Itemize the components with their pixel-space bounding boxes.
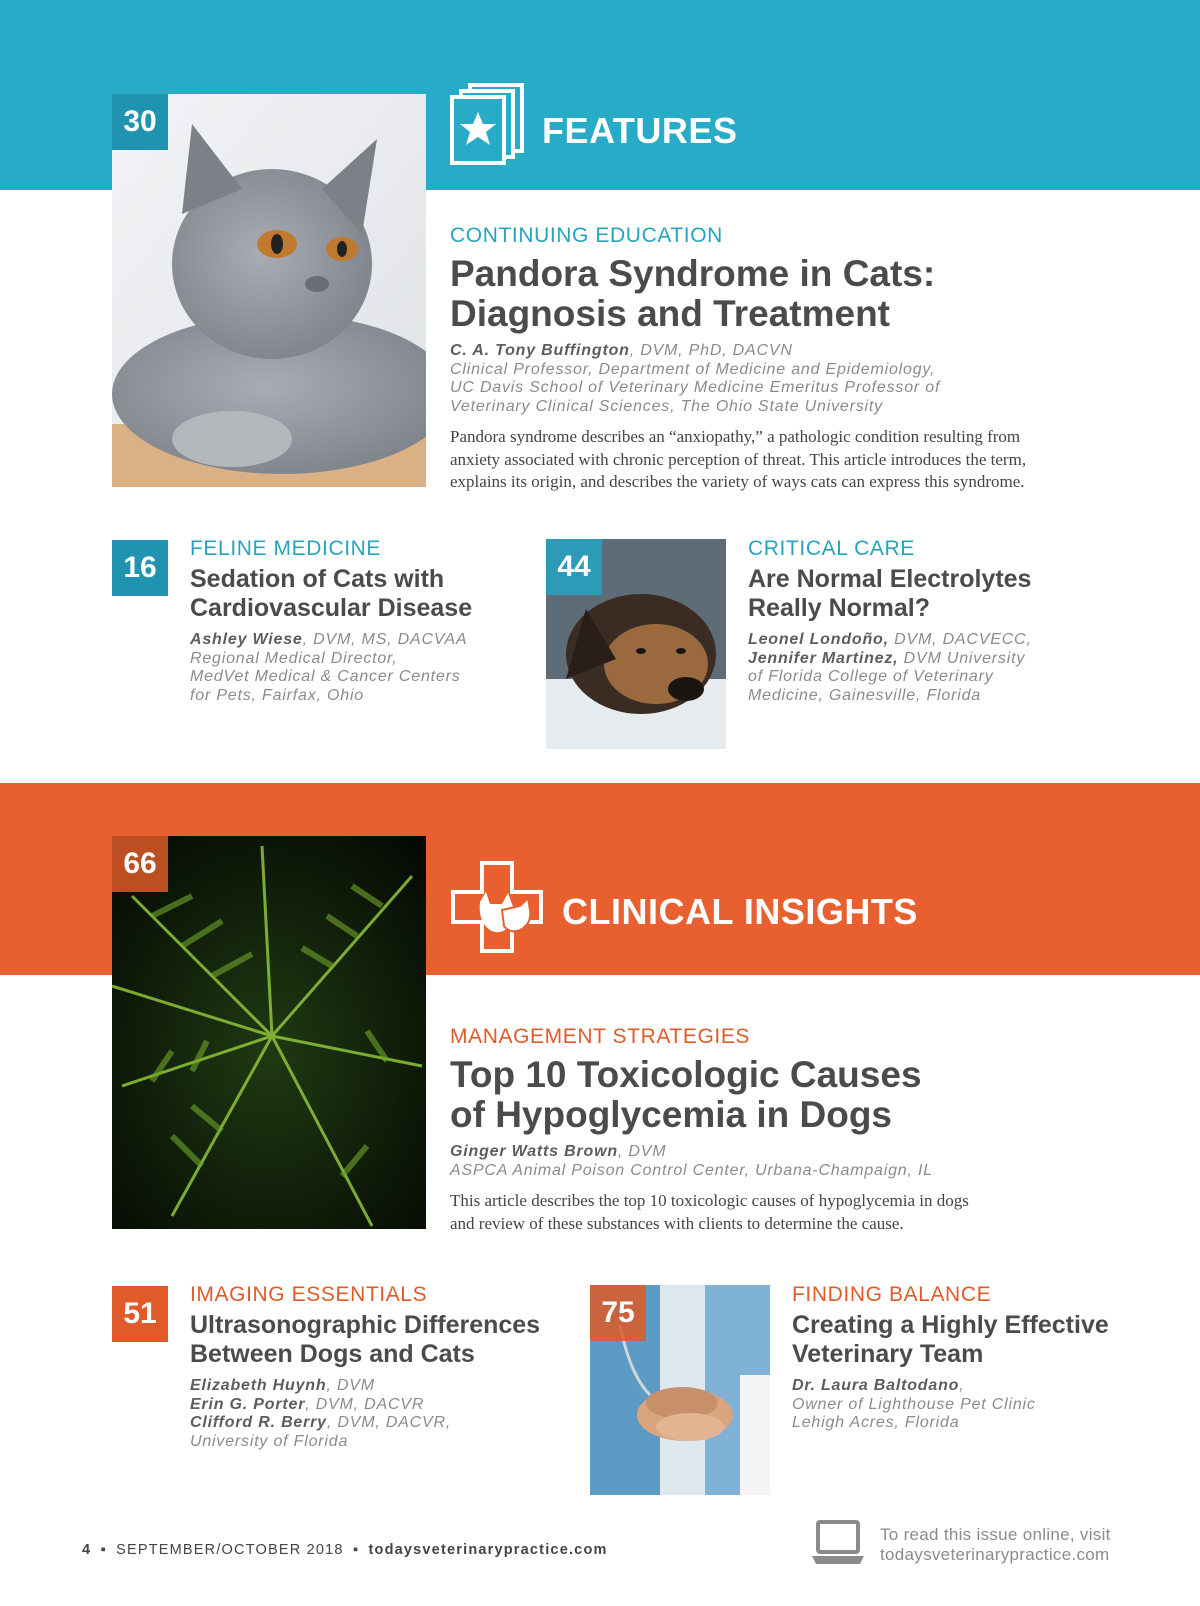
title-line: Really Normal? [748, 594, 931, 622]
author-credentials: , DVM [326, 1377, 375, 1394]
medical-cross-pets-icon [450, 860, 544, 959]
category-label: FINDING BALANCE [792, 1283, 992, 1306]
affiliation: UC Davis School of Veterinary Medicine Emeritus Professor of [450, 379, 941, 396]
title-line: Top 10 Toxicologic Causes [450, 1054, 922, 1095]
book-star-icon [450, 82, 526, 173]
clinical-article-veterinary-team [792, 1283, 1132, 1433]
title-line: Are Normal Electrolytes [748, 565, 1032, 593]
category-label: FELINE MEDICINE [190, 537, 382, 560]
category-label: CRITICAL CARE [748, 537, 915, 560]
read-online-url[interactable]: todaysveterinarypractice.com [880, 1544, 1110, 1564]
separator-bullet: ▪ [100, 1542, 107, 1558]
title-line: Cardiovascular Disease [190, 594, 473, 622]
author-block [190, 631, 520, 705]
feature-article-electrolytes [748, 537, 1068, 705]
article-image-hands[interactable] [590, 1285, 770, 1495]
affiliation: for Pets, Fairfax, Ohio [190, 686, 365, 704]
laptop-icon [810, 1518, 866, 1571]
author-name: Elizabeth Huynh [190, 1377, 327, 1394]
article-image-cat[interactable] [112, 94, 426, 487]
feature-article-sedation [190, 537, 520, 705]
affiliation: MedVet Medical & Cancer Centers [190, 668, 461, 685]
page-number: 4 [82, 1542, 92, 1558]
affiliation: Owner of Lighthouse Pet Clinic [792, 1395, 1036, 1413]
affiliation: Clinical Professor, Department of Medicine and Epidemiology, [450, 360, 936, 378]
author-block [748, 631, 1068, 705]
read-online-line: To read this issue online, visit [880, 1524, 1111, 1544]
clinical-article-ultrasonographic [190, 1283, 560, 1451]
author-credentials: , DVM, PhD, DACVN [629, 342, 793, 359]
author-block [190, 1377, 560, 1451]
article-image-dog[interactable] [546, 539, 726, 749]
category-label: CONTINUING EDUCATION [450, 224, 723, 247]
author-credentials: , DVM, DACVR, [326, 1414, 452, 1431]
section-title-clinical-insights: CLINICAL INSIGHTS [562, 890, 918, 932]
read-online-callout[interactable] [810, 1518, 1111, 1571]
author-block [450, 1143, 1090, 1180]
article-title[interactable] [450, 1055, 1090, 1135]
affiliation: Veterinary Clinical Sciences, The Ohio State University [450, 397, 883, 415]
title-line: Creating a Highly Effective [792, 1311, 1109, 1339]
page-number-badge: 66 [112, 836, 168, 892]
author-name: Dr. Laura Baltodano [792, 1377, 960, 1394]
author-name: Clifford R. Berry [190, 1414, 327, 1431]
summary-line: and review of these substances with clients to determine the cause. [450, 1213, 904, 1233]
category-label: IMAGING ESSENTIALS [190, 1283, 428, 1306]
author-credentials: , DVM [617, 1143, 667, 1160]
website-link[interactable]: todaysveterinarypractice.com [368, 1542, 608, 1558]
clinical-insights-heading [450, 860, 918, 959]
article-title[interactable] [190, 565, 520, 623]
summary-line: This article describes the top 10 toxicologic causes of hypoglycemia in dogs [450, 1191, 969, 1210]
page-number-badge: 51 [112, 1286, 168, 1342]
author-name: Erin G. Porter [190, 1395, 306, 1413]
article-title[interactable] [748, 565, 1068, 623]
summary-line: Pandora syndrome describes an “anxiopathy,” a pathologic condition resulting from [450, 427, 1021, 446]
affiliation: of Florida College of Veterinary [748, 668, 994, 685]
issue-date: SEPTEMBER/OCTOBER 2018 [116, 1542, 344, 1558]
author-block [792, 1377, 1132, 1433]
article-title[interactable] [792, 1311, 1132, 1369]
article-title[interactable] [190, 1311, 560, 1369]
separator-bullet: ▪ [352, 1542, 360, 1558]
title-line: Between Dogs and Cats [190, 1340, 475, 1368]
article-summary [450, 426, 1090, 494]
summary-line: explains its origin, and describes the variety of ways cats can express this syndrome. [450, 472, 1025, 491]
title-line: Ultrasonographic Differences [190, 1311, 541, 1339]
author-credentials: , DVM, DACVR [305, 1395, 425, 1413]
affiliation: Medicine, Gainesville, Florida [748, 686, 981, 704]
author-credentials: , DVM, MS, DACVAA [302, 631, 468, 648]
author-name: Ashley Wiese [190, 631, 303, 648]
author-name: Leonel Londoño, [748, 631, 889, 648]
article-summary [450, 1190, 1090, 1235]
clinical-main-article [450, 1025, 1090, 1235]
title-line: of Hypoglycemia in Dogs [450, 1094, 893, 1135]
author-name: Ginger Watts Brown [450, 1143, 618, 1160]
title-line: Diagnosis and Treatment [450, 293, 890, 334]
read-online-text [880, 1525, 1111, 1565]
title-line: Sedation of Cats with [190, 565, 445, 593]
affiliation: Lehigh Acres, Florida [792, 1414, 960, 1431]
author-name: Jennifer Martinez, [748, 649, 899, 667]
page-number-badge: 16 [112, 540, 168, 596]
summary-line: anxiety associated with chronic perception of threat. This article introduces the term, [450, 449, 1027, 469]
category-label: MANAGEMENT STRATEGIES [450, 1025, 751, 1048]
affiliation: ASPCA Animal Poison Control Center, Urbana-Champaign, IL [450, 1161, 933, 1179]
author-name: C. A. Tony Buffington [450, 342, 630, 359]
page-number-badge: 44 [546, 539, 602, 595]
author-credentials: DVM, DACVECC, [888, 631, 1032, 648]
section-title-features: FEATURES [542, 109, 738, 151]
author-block [450, 342, 1090, 416]
title-line: Veterinary Team [792, 1340, 984, 1368]
features-heading [450, 82, 737, 173]
feature-main-article [450, 224, 1090, 494]
article-image-fern[interactable] [112, 836, 426, 1229]
affiliation: University of Florida [190, 1432, 349, 1450]
author-credentials: , [959, 1377, 965, 1394]
affiliation: Regional Medical Director, [190, 649, 398, 667]
footer-folio [82, 1542, 608, 1558]
title-line: Pandora Syndrome in Cats: [450, 253, 936, 294]
page-number-badge: 30 [112, 94, 168, 150]
author-credentials: DVM University [898, 649, 1026, 667]
article-title[interactable] [450, 254, 1090, 334]
page-number-badge: 75 [590, 1285, 646, 1341]
